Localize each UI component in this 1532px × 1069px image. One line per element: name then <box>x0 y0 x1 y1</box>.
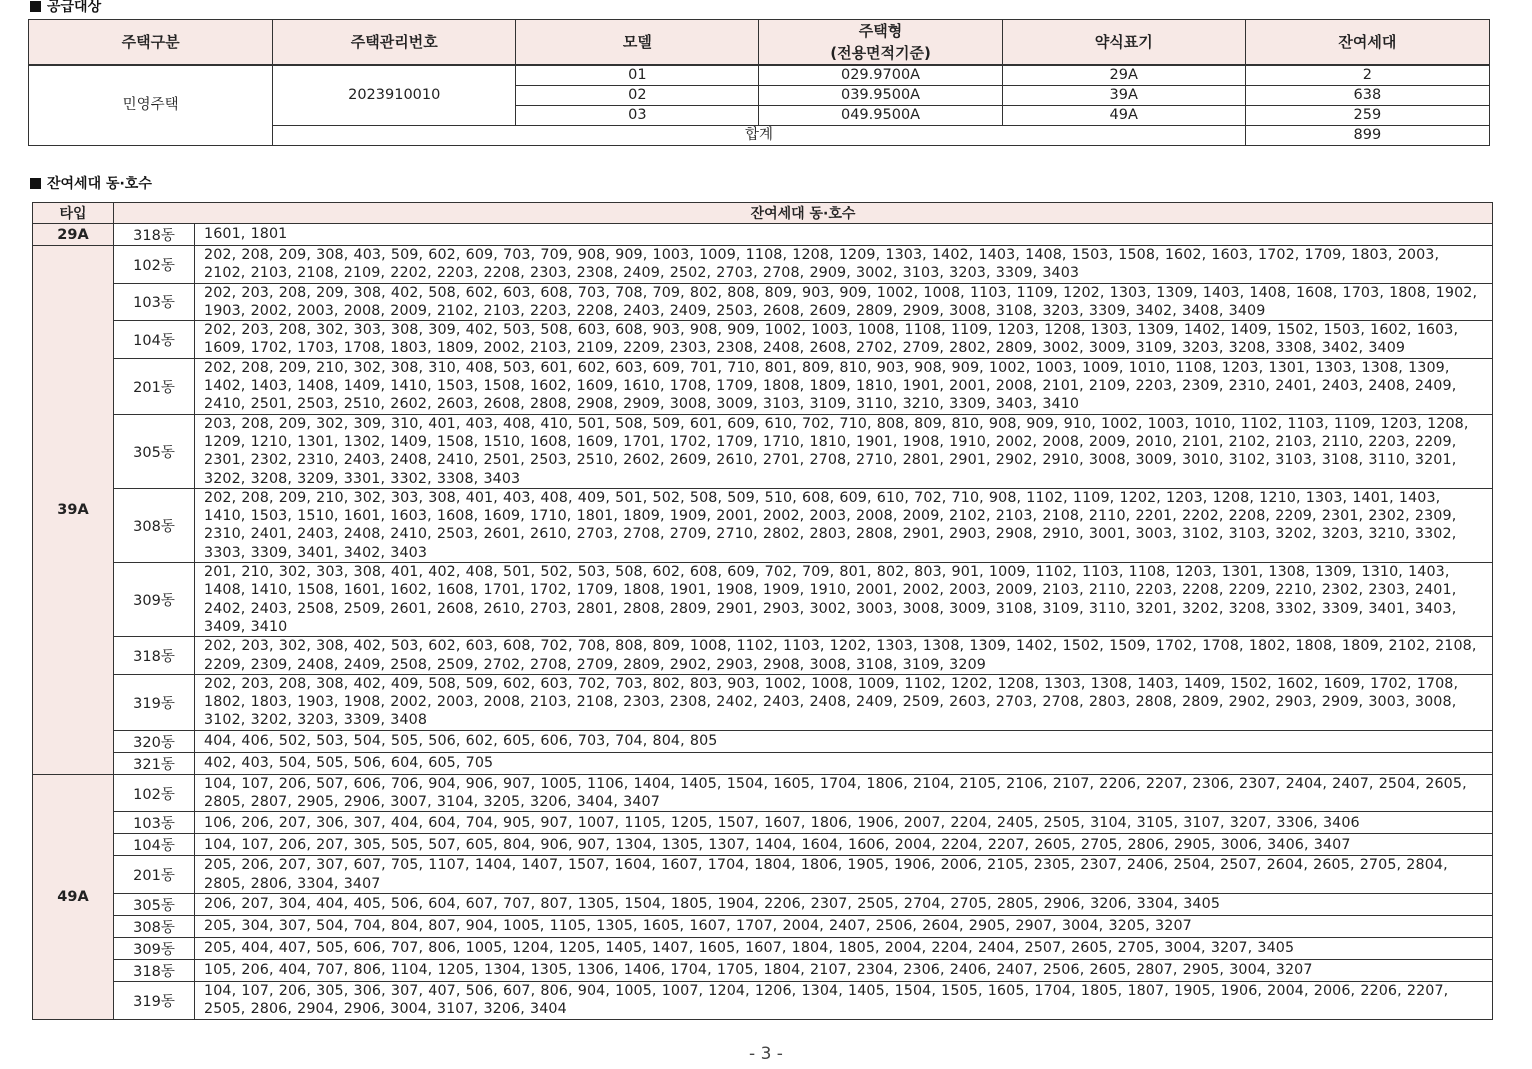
dong-cell: 308동 <box>114 488 195 562</box>
units-cell: 106, 206, 207, 306, 307, 404, 604, 704, 905, 907, 1007, 1105, 1205, 1507, 1607, 1806, 1906, 2007, 2204, 2405, 2505, 3104, 3105, 3107, 3207, 3306, 3406 <box>195 812 1493 834</box>
remain-row <box>33 637 1493 675</box>
management-no-cell: 2023910010 <box>273 65 516 126</box>
area-cell: 029.9700A <box>759 65 1002 86</box>
remain-row <box>33 812 1493 834</box>
units-cell: 205, 304, 307, 504, 704, 804, 807, 904, 1005, 1105, 1305, 1605, 1607, 1707, 2004, 2407, 2506, 2604, 2905, 2907, 3004, 3205, 3207 <box>195 915 1493 937</box>
dong-cell: 103동 <box>114 283 195 321</box>
remain-row <box>33 915 1493 937</box>
supply-table <box>28 19 1490 146</box>
units-cell: 202, 208, 209, 210, 302, 308, 310, 408, 503, 601, 602, 603, 609, 701, 710, 801, 809, 810, 903, 908, 909, 1002, 1003, 1009, 1010, 1108, 1203, 1301, 1303, 1308, 1309, 1402, 1403, 1408, 1409, 1410, 1503, 1508, 1602, 1609, 1610, 1708, 1709, 1808, 1809, 1810, 1901, 2001, 2008, 2101, 2109, 2203, 2309, 2310, 2401, 2403, 2408, 2409, 2410, 2501, 2503, 2510, 2602, 2603, 2608, 2808, 2908, 2909, 3008, 3009, 3103, 3109, 3110, 3210, 3309, 3403, 3410 <box>195 358 1493 414</box>
short-cell: 39A <box>1002 86 1245 106</box>
remain-row <box>33 937 1493 959</box>
units-cell: 202, 208, 209, 308, 403, 509, 602, 609, 703, 709, 908, 909, 1003, 1009, 1108, 1208, 1209, 1303, 1402, 1403, 1408, 1503, 1508, 1602, 1603, 1702, 1709, 1803, 2003, 2102, 2103, 2108, 2109, 2202, 2203, 2208, 2303, 2308, 2409, 2502, 2703, 2708, 2909, 3002, 3103, 3203, 3309, 3403 <box>195 246 1493 284</box>
remain-row <box>33 856 1493 894</box>
type-cell: 39A <box>33 246 114 775</box>
remain-row <box>33 414 1493 488</box>
header-count: 잔여세대 <box>1245 20 1489 66</box>
dong-cell: 305동 <box>114 893 195 915</box>
remain-row <box>33 674 1493 730</box>
dong-cell: 104동 <box>114 321 195 359</box>
supply-row <box>29 65 1490 86</box>
units-cell: 201, 210, 302, 303, 308, 401, 402, 408, 501, 502, 503, 508, 602, 608, 609, 702, 709, 801, 802, 803, 901, 1009, 1102, 1103, 1108, 1203, 1301, 1308, 1309, 1310, 1403, 1408, 1410, 1508, 1601, 1602, 1608, 1701, 1702, 1709, 1808, 1901, 1908, 1909, 1910, 2001, 2002, 2003, 2009, 2103, 2110, 2203, 2208, 2209, 2210, 2302, 2303, 2401, 2402, 2403, 2508, 2509, 2601, 2608, 2610, 2703, 2801, 2808, 2809, 2901, 2903, 3002, 3003, 3008, 3009, 3108, 3109, 3110, 3201, 3202, 3208, 3302, 3309, 3401, 3403, 3409, 3410 <box>195 563 1493 637</box>
dong-cell: 309동 <box>114 563 195 637</box>
model-cell: 03 <box>516 106 759 126</box>
units-cell: 402, 403, 504, 505, 506, 604, 605, 705 <box>195 752 1493 774</box>
remain-row <box>33 488 1493 562</box>
type-cell: 29A <box>33 224 114 246</box>
units-cell: 104, 107, 206, 207, 305, 505, 507, 605, 804, 906, 907, 1304, 1305, 1307, 1404, 1604, 1606, 2004, 2204, 2207, 2605, 2705, 2806, 2905, 3006, 3406, 3407 <box>195 834 1493 856</box>
units-cell: 205, 404, 407, 505, 606, 707, 806, 1005, 1204, 1205, 1405, 1407, 1605, 1607, 1804, 1805, 2004, 2204, 2404, 2507, 2605, 2705, 3004, 3207, 3405 <box>195 937 1493 959</box>
dong-cell: 320동 <box>114 730 195 752</box>
area-cell: 049.9500A <box>759 106 1002 126</box>
house-type-cell: 민영주택 <box>29 65 273 146</box>
units-cell: 203, 208, 209, 302, 309, 310, 401, 403, 408, 410, 501, 508, 509, 601, 609, 610, 702, 710, 808, 809, 810, 908, 909, 910, 1002, 1003, 1010, 1102, 1103, 1109, 1203, 1208, 1209, 1210, 1301, 1302, 1409, 1508, 1510, 1608, 1609, 1701, 1702, 1709, 1710, 1810, 1901, 1908, 1910, 2002, 2008, 2009, 2010, 2101, 2102, 2103, 2110, 2203, 2209, 2301, 2302, 2310, 2403, 2408, 2410, 2501, 2503, 2510, 2602, 2609, 2610, 2701, 2708, 2710, 2801, 2901, 2902, 2910, 3008, 3009, 3010, 3102, 3103, 3108, 3110, 3201, 3202, 3208, 3209, 3301, 3302, 3308, 3403 <box>195 414 1493 488</box>
units-cell: 202, 203, 208, 308, 402, 409, 508, 509, 602, 603, 702, 703, 802, 803, 903, 1002, 1008, 1009, 1102, 1202, 1208, 1303, 1308, 1403, 1409, 1502, 1602, 1609, 1702, 1708, 1802, 1803, 1903, 1908, 2002, 2003, 2008, 2103, 2108, 2303, 2308, 2402, 2403, 2408, 2409, 2509, 2603, 2703, 2708, 2803, 2808, 2809, 2902, 2903, 2909, 3003, 3008, 3102, 3202, 3203, 3309, 3408 <box>195 674 1493 730</box>
dong-cell: 321동 <box>114 752 195 774</box>
units-cell: 104, 107, 206, 507, 606, 706, 904, 906, 907, 1005, 1106, 1404, 1405, 1504, 1605, 1704, 1806, 2104, 2105, 2106, 2107, 2206, 2207, 2306, 2307, 2404, 2407, 2504, 2605, 2805, 2807, 2905, 2906, 3007, 3104, 3205, 3206, 3404, 3407 <box>195 774 1493 812</box>
model-cell: 02 <box>516 86 759 106</box>
header-area <box>759 20 1002 66</box>
units-cell: 202, 203, 302, 308, 402, 503, 602, 603, 608, 702, 708, 808, 809, 1008, 1102, 1103, 1202, 1303, 1308, 1309, 1402, 1502, 1509, 1702, 1708, 1802, 1808, 1809, 2102, 2108, 2209, 2309, 2408, 2409, 2508, 2509, 2702, 2708, 2709, 2809, 2902, 2903, 2908, 3008, 3108, 3109, 3209 <box>195 637 1493 675</box>
dong-cell: 104동 <box>114 834 195 856</box>
header-house-type: 주택구분 <box>29 20 273 66</box>
count-cell: 259 <box>1245 106 1489 126</box>
remain-row <box>33 981 1493 1019</box>
dong-cell: 201동 <box>114 358 195 414</box>
units-cell: 202, 203, 208, 302, 303, 308, 309, 402, 503, 508, 603, 608, 903, 908, 909, 1002, 1003, 1008, 1108, 1109, 1203, 1208, 1303, 1309, 1402, 1409, 1502, 1503, 1602, 1603, 1609, 1702, 1703, 1708, 1803, 1809, 2002, 2103, 2109, 2209, 2303, 2308, 2408, 2608, 2702, 2709, 2802, 2809, 3002, 3009, 3109, 3203, 3208, 3308, 3402, 3409 <box>195 321 1493 359</box>
type-cell: 49A <box>33 774 114 1019</box>
dong-cell: 319동 <box>114 981 195 1019</box>
dong-cell: 201동 <box>114 856 195 894</box>
remain-row <box>33 959 1493 981</box>
remain-row <box>33 283 1493 321</box>
remain-table <box>32 202 1493 1020</box>
remain-row <box>33 834 1493 856</box>
units-cell: 202, 203, 208, 209, 308, 402, 508, 602, 603, 608, 703, 708, 709, 802, 808, 809, 903, 909, 1002, 1008, 1103, 1109, 1202, 1303, 1309, 1403, 1408, 1608, 1703, 1808, 1902, 1903, 2002, 2003, 2008, 2009, 2102, 2103, 2203, 2208, 2403, 2409, 2503, 2608, 2609, 2809, 2909, 3008, 3108, 3203, 3309, 3402, 3408, 3409 <box>195 283 1493 321</box>
short-cell: 49A <box>1002 106 1245 126</box>
total-label-cell: 합계 <box>273 126 1246 146</box>
header-area-line2: (전용면적기준) <box>830 44 931 62</box>
remain-row <box>33 730 1493 752</box>
remain-row <box>33 224 1493 246</box>
header-short: 약식표기 <box>1002 20 1245 66</box>
units-cell: 202, 208, 209, 210, 302, 303, 308, 401, 403, 408, 409, 501, 502, 508, 509, 510, 608, 609, 610, 702, 710, 908, 1102, 1109, 1202, 1203, 1208, 1210, 1303, 1401, 1403, 1410, 1503, 1510, 1601, 1603, 1608, 1609, 1710, 1801, 1809, 1909, 2001, 2002, 2003, 2008, 2009, 2102, 2103, 2108, 2110, 2201, 2202, 2208, 2209, 2301, 2302, 2309, 2310, 2401, 2403, 2408, 2410, 2503, 2601, 2610, 2703, 2708, 2709, 2710, 2802, 2803, 2808, 2901, 2903, 2908, 2910, 3001, 3003, 3102, 3103, 3202, 3203, 3210, 3302, 3303, 3309, 3401, 3402, 3403 <box>195 488 1493 562</box>
supply-header-row <box>29 20 1490 66</box>
dong-cell: 103동 <box>114 812 195 834</box>
units-cell: 206, 207, 304, 404, 405, 506, 604, 607, 707, 807, 1305, 1504, 1805, 1904, 2206, 2307, 2505, 2704, 2705, 2805, 2906, 3206, 3304, 3405 <box>195 893 1493 915</box>
square-bullet-icon <box>30 178 41 189</box>
header-area-line1: 주택형 <box>858 22 903 40</box>
units-cell: 404, 406, 502, 503, 504, 505, 506, 602, 605, 606, 703, 704, 804, 805 <box>195 730 1493 752</box>
units-cell: 104, 107, 206, 305, 306, 307, 407, 506, 607, 806, 904, 1005, 1007, 1204, 1206, 1304, 1405, 1504, 1505, 1605, 1704, 1805, 1807, 1905, 1906, 2004, 2006, 2206, 2207, 2505, 2806, 2904, 2906, 3004, 3107, 3206, 3404 <box>195 981 1493 1019</box>
dong-cell: 319동 <box>114 674 195 730</box>
remain-row <box>33 563 1493 637</box>
remain-header-row <box>33 203 1493 224</box>
dong-cell: 318동 <box>114 224 195 246</box>
page-number: - 3 - <box>749 1044 783 1064</box>
count-cell: 2 <box>1245 65 1489 86</box>
dong-cell: 102동 <box>114 246 195 284</box>
remain-row <box>33 321 1493 359</box>
units-cell: 1601, 1801 <box>195 224 1493 246</box>
header-management-no: 주택관리번호 <box>273 20 516 66</box>
header-type: 타입 <box>33 203 114 224</box>
short-cell: 29A <box>1002 65 1245 86</box>
remain-row <box>33 752 1493 774</box>
supply-section-title-text: 공급대상 <box>47 0 102 15</box>
dong-cell: 305동 <box>114 414 195 488</box>
remain-row <box>33 246 1493 284</box>
header-units: 잔여세대 동·호수 <box>114 203 1493 224</box>
dong-cell: 318동 <box>114 637 195 675</box>
total-count-cell: 899 <box>1245 126 1489 146</box>
header-model: 모델 <box>516 20 759 66</box>
remain-section-title <box>30 173 152 193</box>
remain-section-title-text: 잔여세대 동·호수 <box>47 176 152 192</box>
model-cell: 01 <box>516 65 759 86</box>
units-cell: 105, 206, 404, 707, 806, 1104, 1205, 1304, 1305, 1306, 1406, 1704, 1705, 1804, 2107, 2304, 2306, 2406, 2407, 2506, 2605, 2807, 2905, 3004, 3207 <box>195 959 1493 981</box>
remain-row <box>33 358 1493 414</box>
supply-section-title <box>30 0 101 16</box>
area-cell: 039.9500A <box>759 86 1002 106</box>
remain-row <box>33 774 1493 812</box>
units-cell: 205, 206, 207, 307, 607, 705, 1107, 1404, 1407, 1507, 1604, 1607, 1704, 1804, 1806, 1905, 1906, 2006, 2105, 2305, 2307, 2406, 2504, 2507, 2604, 2605, 2705, 2804, 2805, 2806, 3304, 3407 <box>195 856 1493 894</box>
dong-cell: 308동 <box>114 915 195 937</box>
dong-cell: 309동 <box>114 937 195 959</box>
square-bullet-icon <box>30 1 41 12</box>
dong-cell: 102동 <box>114 774 195 812</box>
count-cell: 638 <box>1245 86 1489 106</box>
remain-row <box>33 893 1493 915</box>
dong-cell: 318동 <box>114 959 195 981</box>
